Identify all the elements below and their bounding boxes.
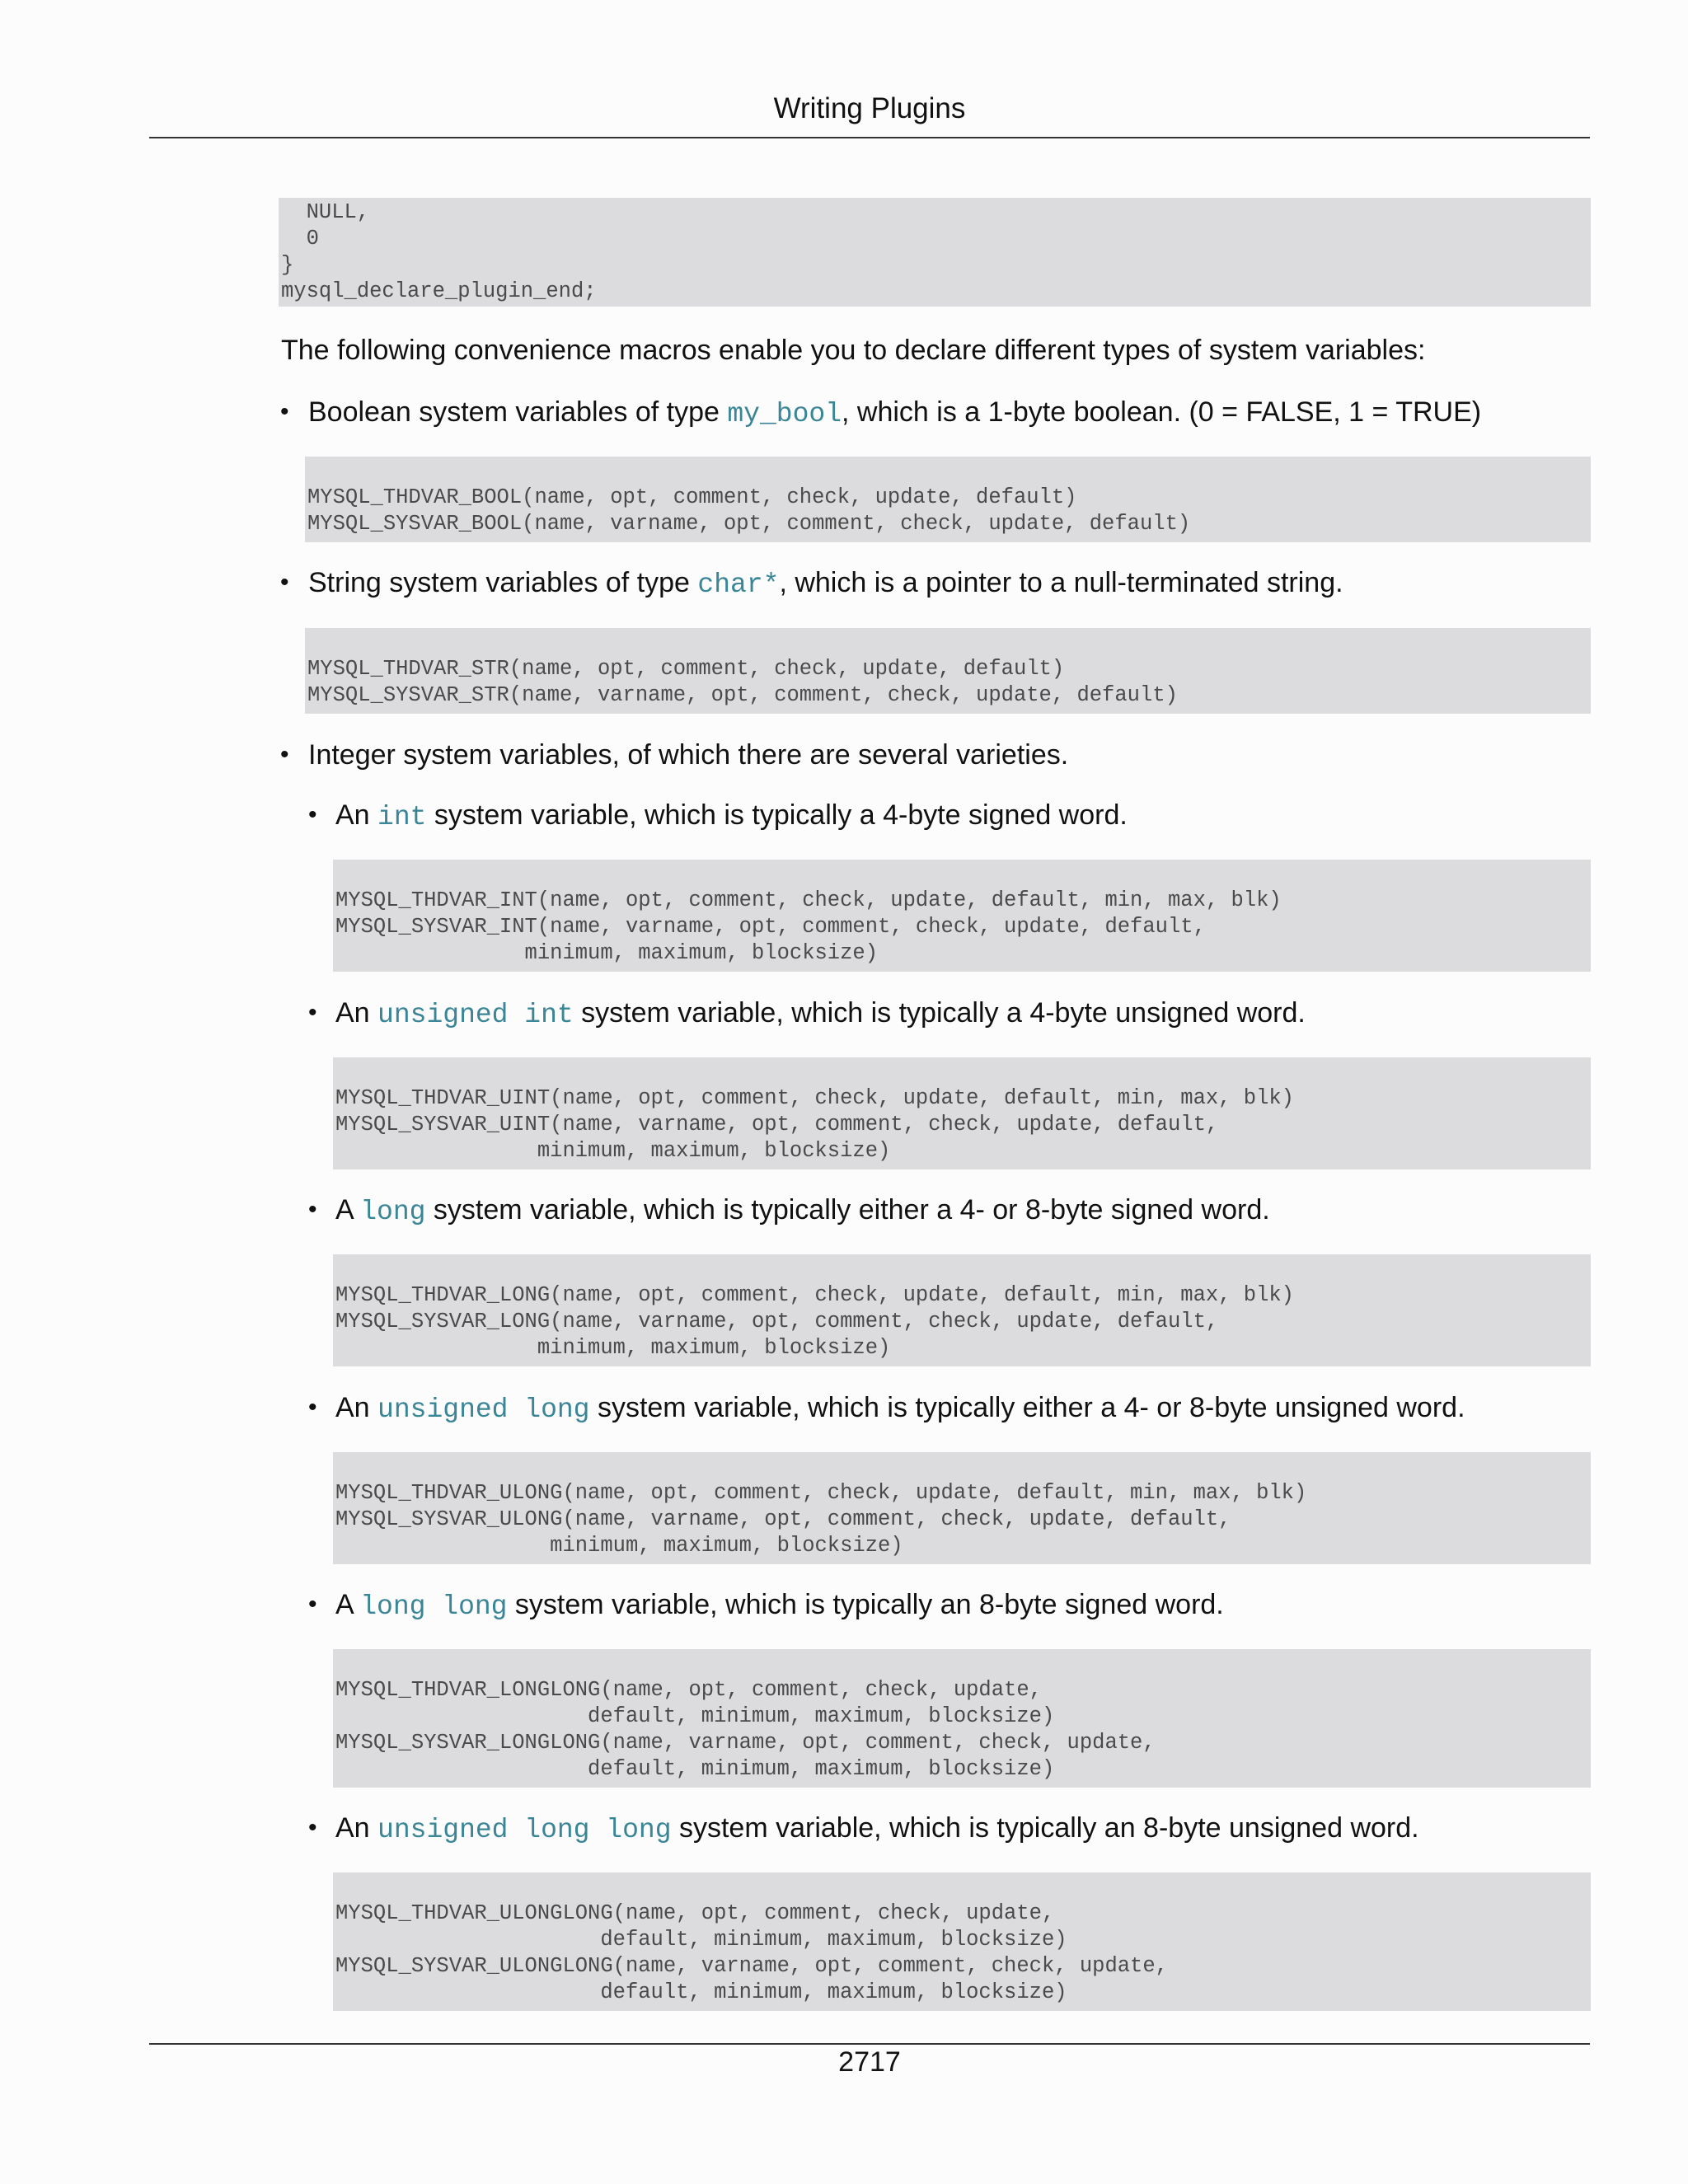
bullet-icon: • xyxy=(308,1814,317,1841)
code-block-ulong: MYSQL_THDVAR_ULONG(name, opt, comment, check, update, default, min, max, blk) MYSQL_SYSVAR_ULONG(name, varname, opt, comment, check, update, default, minimum, maximum, blocksize) xyxy=(333,1452,1591,1564)
str-description: String system variables of type char*, which is a pointer to a null-terminated string. xyxy=(308,567,1343,600)
header-rule xyxy=(149,137,1590,138)
inline-code-long-long: long long xyxy=(360,1591,508,1622)
bullet-icon: • xyxy=(308,999,317,1026)
code-block-long: MYSQL_THDVAR_LONG(name, opt, comment, check, update, default, min, max, blk) MYSQL_SYSVAR_LONG(name, varname, opt, comment, check, update, default, minimum, maximum, blocksize) xyxy=(333,1254,1591,1366)
code-block-longlong: MYSQL_THDVAR_LONGLONG(name, opt, comment, check, update, default, minimum, maximum, blocksize) MYSQL_SYSVAR_LONGLONG(name, varname, opt, comment, check, update, default, minimum, maximum, blocksize) xyxy=(333,1649,1591,1788)
code-block-uint: MYSQL_THDVAR_UINT(name, opt, comment, check, update, default, min, max, blk) MYSQL_SYSVAR_UINT(name, varname, opt, comment, check, update, default, minimum, maximum, blocksize) xyxy=(333,1057,1591,1169)
intro-paragraph: The following convenience macros enable you to declare different types of system variables: xyxy=(281,335,1426,366)
uint-description: An unsigned int system variable, which is typically a 4-byte unsigned word. xyxy=(335,997,1306,1030)
integer-intro: Integer system variables, of which there are several varieties. xyxy=(308,739,1069,771)
code-block-plugin-end: NULL, 0 } mysql_declare_plugin_end; xyxy=(279,198,1591,307)
inline-code-char-ptr: char* xyxy=(697,569,780,600)
long-description: A long system variable, which is typically either a 4- or 8-byte signed word. xyxy=(335,1194,1270,1227)
bullet-icon: • xyxy=(280,741,289,768)
bool-description: Boolean system variables of type my_bool, which is a 1-byte boolean. (0 = FALSE, 1 = TRUE) xyxy=(308,396,1482,429)
inline-code-unsigned-int: unsigned int xyxy=(377,1000,574,1030)
code-block-ulonglong: MYSQL_THDVAR_ULONGLONG(name, opt, comment, check, update, default, minimum, maximum, blocksize) MYSQL_SYSVAR_ULONGLONG(name, varname, opt, comment, check, update, default, minimum, maximum, blocksize) xyxy=(333,1872,1591,2011)
inline-code-my-bool: my_bool xyxy=(727,399,842,429)
code-block-bool: MYSQL_THDVAR_BOOL(name, opt, comment, check, update, default) MYSQL_SYSVAR_BOOL(name, varname, opt, comment, check, update, default) xyxy=(305,457,1591,542)
bullet-icon: • xyxy=(308,1394,317,1421)
longlong-description: A long long system variable, which is typically an 8-byte signed word. xyxy=(335,1589,1224,1622)
inline-code-long: long xyxy=(360,1197,426,1227)
code-block-str: MYSQL_THDVAR_STR(name, opt, comment, check, update, default) MYSQL_SYSVAR_STR(name, varname, opt, comment, check, update, default) xyxy=(305,628,1591,714)
int-description: An int system variable, which is typically a 4-byte signed word. xyxy=(335,799,1128,832)
bullet-icon: • xyxy=(280,569,289,596)
ulong-description: An unsigned long system variable, which is typically either a 4- or 8-byte unsigned word. xyxy=(335,1392,1465,1425)
bullet-icon: • xyxy=(280,398,289,425)
code-block-int: MYSQL_THDVAR_INT(name, opt, comment, check, update, default, min, max, blk) MYSQL_SYSVAR_INT(name, varname, opt, comment, check, update, default, minimum, maximum, blocksize) xyxy=(333,860,1591,972)
footer-rule xyxy=(149,2043,1590,2045)
bullet-icon: • xyxy=(308,801,317,828)
page-header-title: Writing Plugins xyxy=(773,92,966,124)
bullet-icon: • xyxy=(308,1591,317,1618)
page-number: 2717 xyxy=(838,2046,901,2078)
inline-code-unsigned-long-long: unsigned long long xyxy=(377,1815,672,1845)
ulonglong-description: An unsigned long long system variable, which is typically an 8-byte unsigned word. xyxy=(335,1812,1419,1845)
inline-code-int: int xyxy=(377,802,427,832)
bullet-icon: • xyxy=(308,1196,317,1223)
inline-code-unsigned-long: unsigned long xyxy=(377,1394,590,1425)
